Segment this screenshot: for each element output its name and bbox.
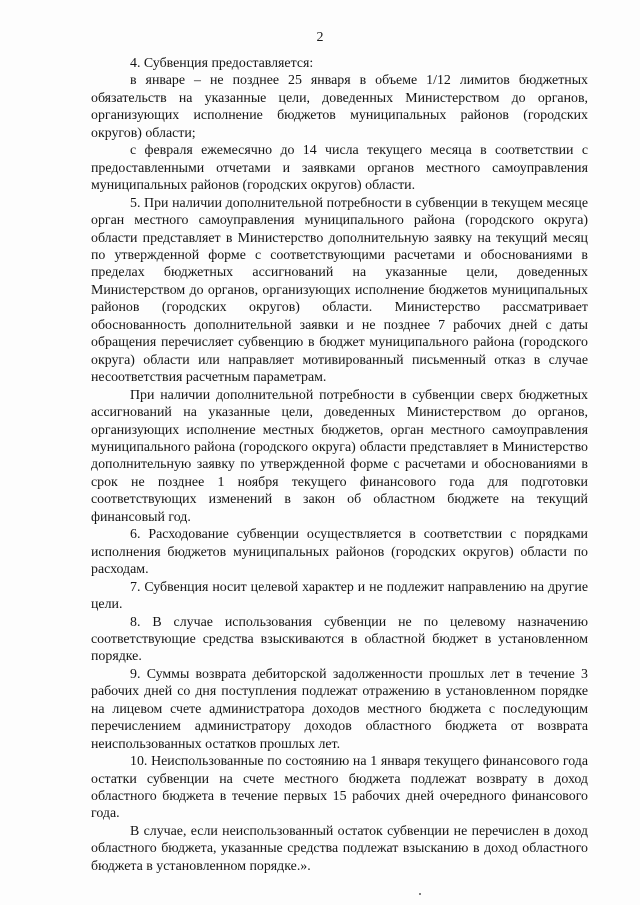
- paragraph-january: в январе – не позднее 25 января в объеме 1/12 лимитов бюджетных обязательств на указанные цели, доведенных Министерством до органов, организующих исполнение бюджетов муниципальных районов (городских округов) области;: [91, 73, 588, 141]
- document-body: [91, 55, 588, 875]
- scan-speck: [419, 893, 421, 895]
- paragraph-item-5: 5. При наличии дополнительной потребности в субвенции в текущем месяце орган местного самоуправления муниципального района (городского округа) области представляет в Министерство дополнительную заявку на текущий месяц по утвержденной форме с соответствующими расчетами и обоснованиями в пределах бюджетных ассигнований на указанные цели, доведенных Министерством до органов, организующих исполнение бюджетов муниципальных районов (городских округов) области. Министерство рассматривает обоснованность дополнительной заявки и не позднее 7 рабочих дней с даты обращения перечисляет субвенцию в бюджет муниципального района (городского округа) области или направляет мотивированный письменный отказ в случае несоответствия расчетным параметрам.: [91, 195, 588, 386]
- paragraph-item-7: 7. Субвенция носит целевой характер и не подлежит направлению на другие цели.: [91, 579, 588, 613]
- paragraph-item-6: 6. Расходование субвенции осуществляется в соответствии с порядками исполнения бюджетов муниципальных районов (городских округов) области по расходам.: [91, 527, 588, 578]
- paragraph-february: с февраля ежемесячно до 14 числа текущего месяца в соответствии с предоставленными отчетами и заявками органов местного самоуправления муниципальных районов (городских округов) области.: [91, 143, 588, 194]
- paragraph-item-4-intro: 4. Субвенция предоставляется:: [130, 56, 314, 71]
- page-number: 2: [316, 30, 324, 45]
- paragraph-closing: В случае, если неиспользованный остаток субвенции не перечислен в доход областного бюджета, указанные средства подлежат взысканию в доход областного бюджета в установленном порядке.».: [91, 823, 588, 874]
- paragraph-item-10: 10. Неиспользованные по состоянию на 1 января текущего финансового года остатки субвенции на счете местного бюджета подлежат возврату в доход областного бюджета в течение первых 15 рабочих дней очередного финансового года.: [91, 754, 588, 822]
- paragraph-additional-need: При наличии дополнительной потребности в субвенции сверх бюджетных ассигнований на указанные цели, доведенных Министерством до органов, организующих исполнение местных бюджетов, орган местного самоуправления муниципального района (городского округа) области представляет в Министерство дополнительную заявку по утвержденной форме с расчетами и обоснованиями в срок не позднее 1 ноября текущего финансового года для подготовки соответствующих изменений в закон об областном бюджете на текущий финансовый год.: [91, 387, 588, 525]
- paragraph-item-9: 9. Суммы возврата дебиторской задолженности прошлых лет в течение 3 рабочих дней со дня поступления подлежат отражению в установленном порядке на лицевом счете администратора доходов местного бюджета с последующим перечислением администратору доходов областного бюджета от возврата неиспользованных остатков прошлых лет.: [91, 666, 588, 752]
- paragraph-item-8: 8. В случае использования субвенции не по целевому назначению соответствующие средства взыскиваются в областной бюджет в установленном порядке.: [91, 614, 588, 665]
